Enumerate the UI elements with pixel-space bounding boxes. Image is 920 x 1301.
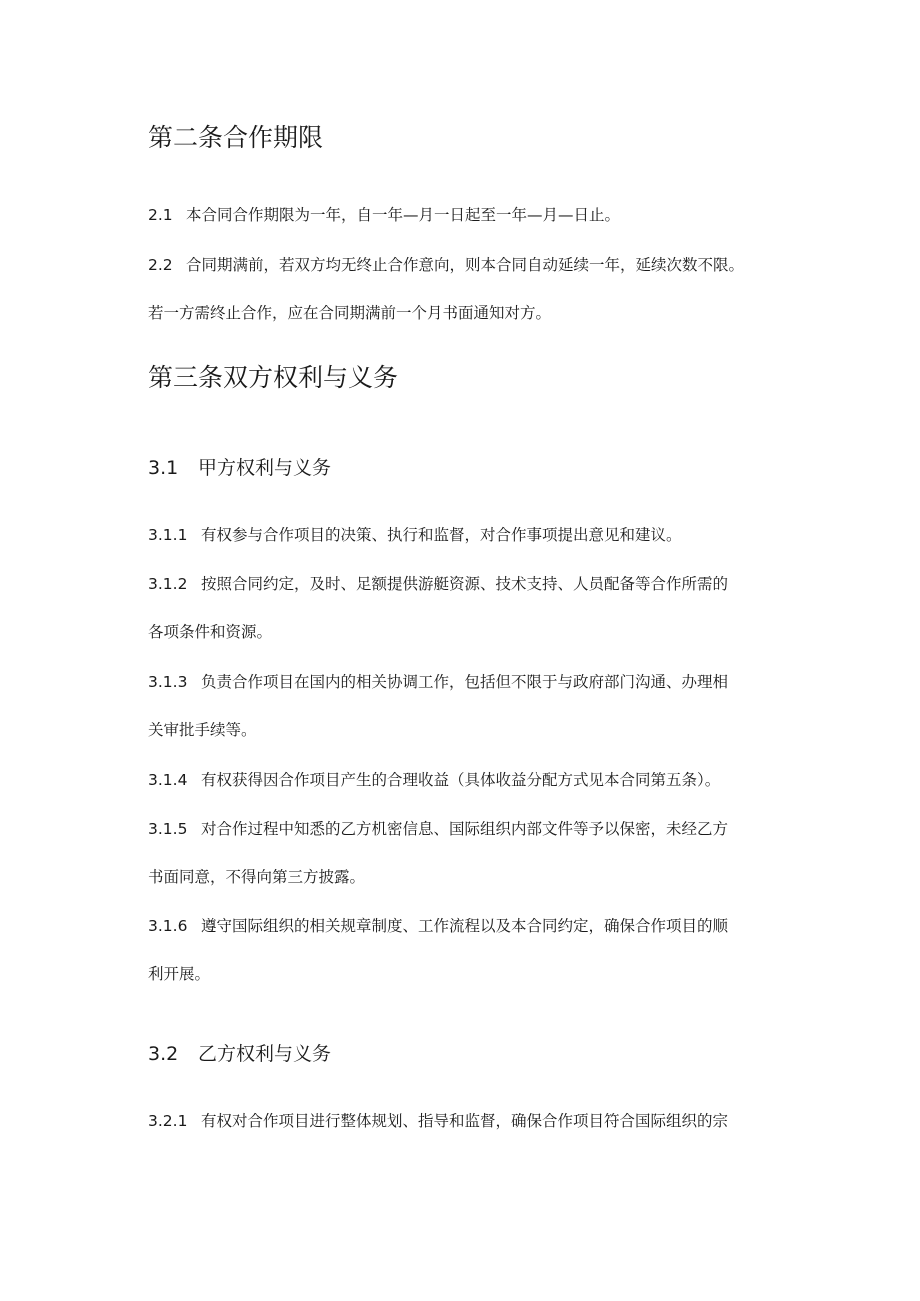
clause-3-1-2-line-2: 各项条件和资源。	[148, 623, 273, 641]
article-2-heading: 第二条合作期限	[148, 123, 324, 152]
clause-number: 3.1.4	[148, 771, 188, 789]
clause-number: 3.1.3	[148, 673, 188, 691]
section-number: 3.1	[148, 457, 179, 479]
clause-text: 有权获得因合作项目产生的合理收益（具体收益分配方式见本合同第五条）。	[201, 771, 721, 789]
clause-2-2	[148, 254, 744, 276]
clause-text: 有权参与合作项目的决策、执行和监督，对合作事项提出意见和建议。	[201, 526, 682, 544]
section-title: 甲方权利与义务	[198, 457, 332, 479]
clause-3-1-5-line-2: 书面同意，不得向第三方披露。	[148, 868, 366, 886]
clause-text: 负责合作项目在国内的相关协调工作，包括但不限于与政府部门沟通、办理相	[201, 673, 729, 691]
clause-3-1-4	[148, 769, 720, 791]
article-3-heading: 第三条双方权利与义务	[148, 363, 399, 392]
clause-text: 对合作过程中知悉的乙方机密信息、国际组织内部文件等予以保密，未经乙方	[201, 820, 729, 838]
clause-number: 3.1.5	[148, 820, 188, 838]
clause-text: 遵守国际组织的相关规章制度、工作流程以及本合同约定，确保合作项目的顺	[201, 917, 729, 935]
clause-2-2-continuation: 若一方需终止合作，应在合同期满前一个月书面通知对方。	[148, 304, 552, 322]
section-3-1-heading	[148, 455, 331, 481]
clause-3-1-6-line-2: 利开展。	[148, 965, 211, 983]
clause-3-1-3-line-2: 关审批手续等。	[148, 721, 257, 739]
clause-3-2-1	[148, 1110, 728, 1132]
clause-text: 有权对合作项目进行整体规划、指导和监督，确保合作项目符合国际组织的宗	[201, 1112, 729, 1130]
clause-3-1-5	[148, 818, 728, 840]
clause-2-1	[148, 204, 620, 226]
clause-text: 本合同合作期限为一年，自一年—月一日起至一年—月—日止。	[186, 206, 621, 224]
clause-number: 3.2.1	[148, 1112, 188, 1130]
clause-number: 3.1.2	[148, 575, 188, 593]
section-3-2-heading	[148, 1041, 331, 1067]
section-title: 乙方权利与义务	[198, 1043, 332, 1065]
clause-3-1-2	[148, 573, 728, 595]
clause-3-1-6	[148, 915, 728, 937]
clause-3-1-3	[148, 671, 728, 693]
clause-3-1-1	[148, 524, 682, 546]
clause-number: 3.1.6	[148, 917, 188, 935]
section-number: 3.2	[148, 1043, 179, 1065]
clause-text: 合同期满前，若双方均无终止合作意向，则本合同自动延续一年，延续次数不限。	[186, 256, 745, 274]
clause-number: 2.1	[148, 206, 173, 224]
clause-text: 按照合同约定，及时、足额提供游艇资源、技术支持、人员配备等合作所需的	[201, 575, 729, 593]
clause-number: 3.1.1	[148, 526, 188, 544]
clause-number: 2.2	[148, 256, 173, 274]
